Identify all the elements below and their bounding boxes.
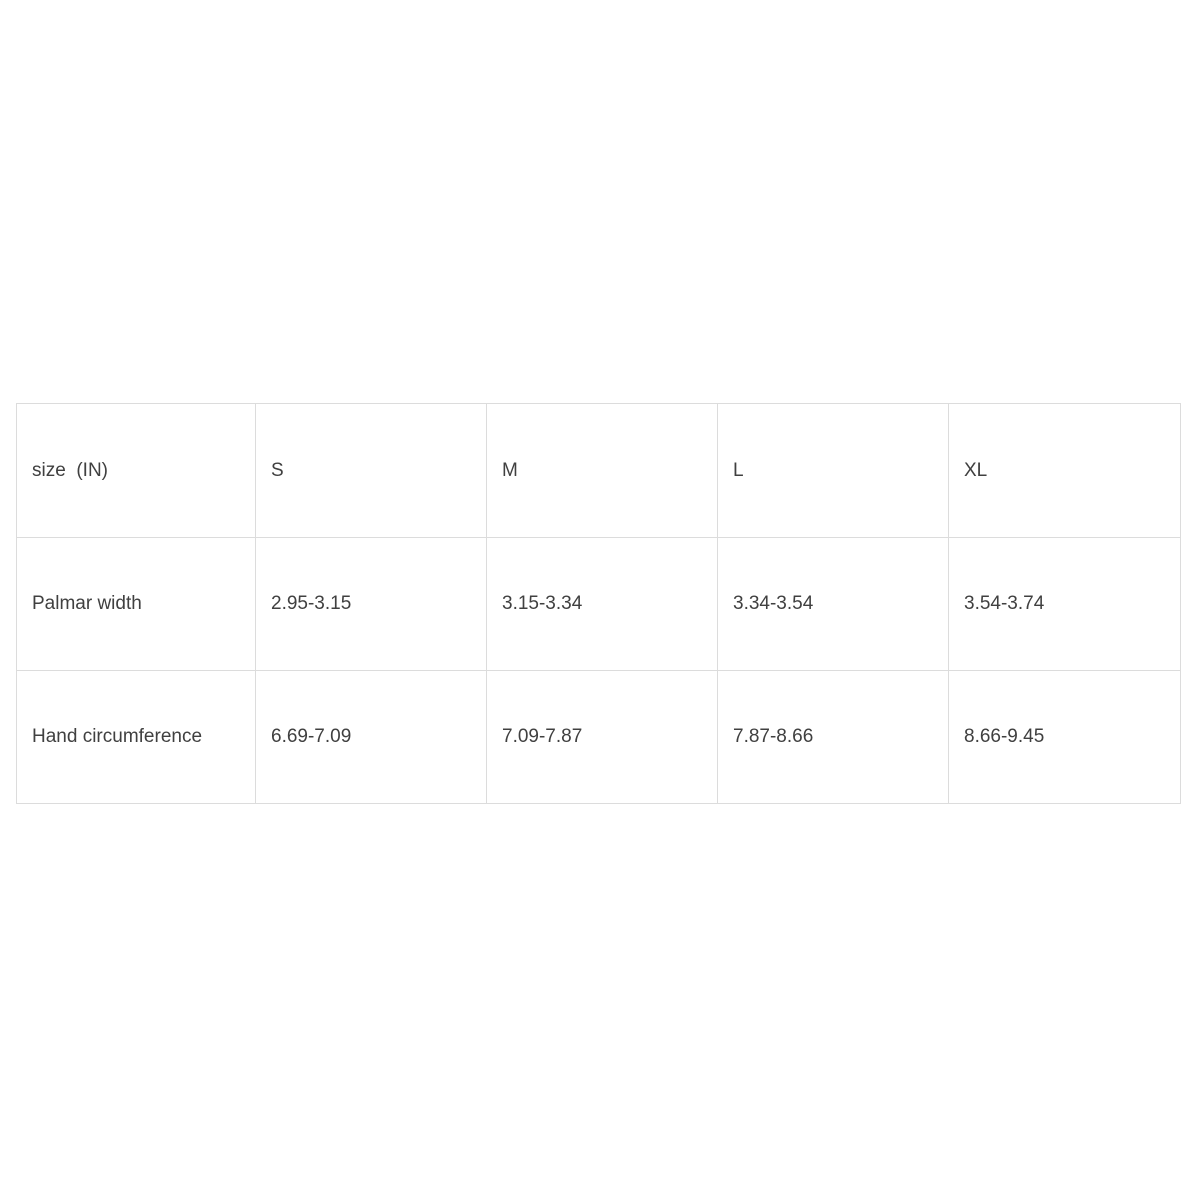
table-header-row [17, 404, 1181, 538]
size-chart [16, 403, 1180, 804]
cell-hand-circumference-l: 7.87-8.66 [718, 671, 949, 804]
cell-palmar-width-s: 2.95-3.15 [256, 538, 487, 671]
cell-hand-circumference-m: 7.09-7.87 [487, 671, 718, 804]
table-row [17, 671, 1181, 804]
cell-palmar-width-m: 3.15-3.34 [487, 538, 718, 671]
header-cell-size-l: L [718, 404, 949, 538]
cell-palmar-width-xl: 3.54-3.74 [949, 538, 1181, 671]
cell-hand-circumference-s: 6.69-7.09 [256, 671, 487, 804]
cell-palmar-width-l: 3.34-3.54 [718, 538, 949, 671]
row-label-palmar-width: Palmar width [17, 538, 256, 671]
header-cell-size-s: S [256, 404, 487, 538]
cell-hand-circumference-xl: 8.66-9.45 [949, 671, 1181, 804]
row-label-hand-circumference: Hand circumference [17, 671, 256, 804]
table-row [17, 538, 1181, 671]
size-chart-table [16, 403, 1181, 804]
header-cell-size-m: M [487, 404, 718, 538]
header-cell-size-xl: XL [949, 404, 1181, 538]
header-cell-size-unit: size (IN) [17, 404, 256, 538]
